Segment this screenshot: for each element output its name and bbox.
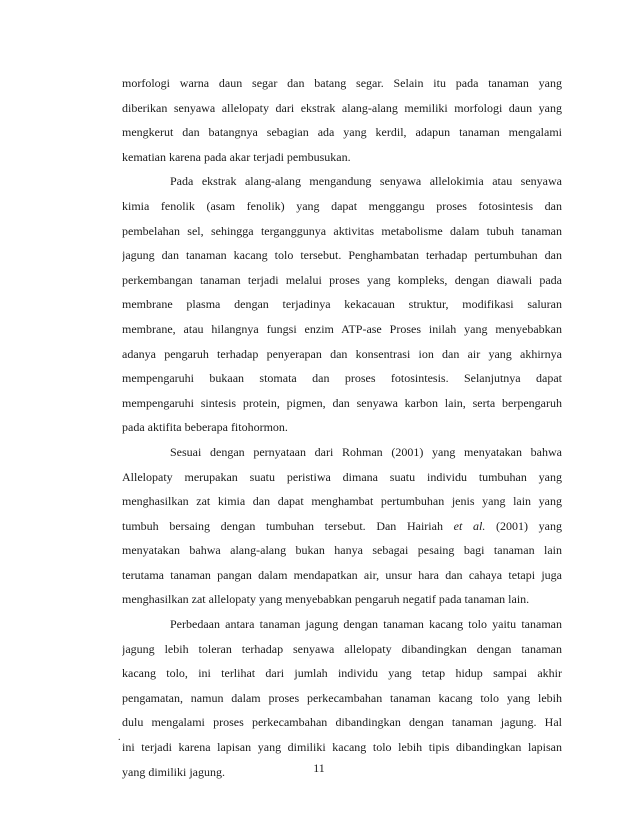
text-line: morfologi warna daun segar dan batang segar. Selain itu pada tanaman yang <box>122 76 562 90</box>
text-line-with-italic: tumbuh bersaing dengan tumbuhan tersebut. Dan Hairiah et al. (2001) yang <box>122 518 562 533</box>
text-line: adanya pengaruh terhadap penyerapan dan konsentrasi ion dan air yang akhirnya <box>122 346 562 361</box>
text-line: dulu mengalami proses perkecambahan dibandingkan dengan tanaman jagung. Hal <box>122 715 562 730</box>
body-text <box>122 71 562 784</box>
text-line: diberikan senyawa allelopaty dari ekstrak alang-alang memiliki morfologi daun yang <box>122 100 562 115</box>
text-line: Allelopaty merupakan suatu peristiwa dimana suatu individu tumbuhan yang <box>122 469 562 484</box>
text-line: jagung lebih toleran terhadap senyawa allelopaty dibandingkan dengan tanaman <box>122 641 562 656</box>
text-line: kimia fenolik (asam fenolik) yang dapat menggangu proses fotosintesis dan <box>122 198 562 213</box>
text-line: ini terjadi karena lapisan yang dimiliki kacang tolo lebih tipis dibandingkan lapisan <box>122 740 562 755</box>
text-line: menghasilkan zat kimia dan dapat menghambat pertumbuhan jenis yang lain yang <box>122 494 562 509</box>
text-line: pada aktifita beberapa fitohormon. <box>122 420 288 435</box>
text-line: pembelahan sel, sehingga terganggunya aktivitas metabolisme dalam tubuh tanaman <box>122 223 562 238</box>
text-line: pengamatan, namun dalam proses perkecambahan tanaman kacang tolo yang lebih <box>122 690 562 705</box>
text-line: Sesuai dengan pernyataan dari Rohman (2001) yang menyatakan bahwa <box>170 444 562 459</box>
text-line: mengkerut dan batangnya sebagian ada yang kerdil, adapun tanaman mengalami <box>122 125 562 140</box>
text-line: kacang tolo, ini terlihat dari jumlah individu yang tetap hidup sampai akhir <box>122 666 562 681</box>
page-number: 11 <box>313 761 325 775</box>
text-line: yang dimiliki jagung. <box>122 764 225 779</box>
text-line: mempengaruhi sintesis protein, pigmen, dan senyawa karbon lain, serta berpengaruh <box>122 395 562 410</box>
margin-mark: . <box>118 732 121 743</box>
text-line: Pada ekstrak alang-alang mengandung senyawa allelokimia atau senyawa <box>170 174 562 189</box>
text-line: membrane, atau hilangnya fungsi enzim ATP-ase Proses inilah yang menyebabkan <box>122 321 562 336</box>
text-line: menyatakan bahwa alang-alang bukan hanya sebagai pesaing bagi tanaman lain <box>122 543 562 558</box>
text-line: menghasilkan zat allelopaty yang menyebabkan pengaruh negatif pada tanaman lain. <box>122 592 530 607</box>
text-line: perkembangan tanaman terjadi melalui proses yang kompleks, dengan diawali pada <box>122 272 562 287</box>
text-line: mempengaruhi bukaan stomata dan proses fotosintesis. Selanjutnya dapat <box>122 371 562 386</box>
text-line: kematian karena pada akar terjadi pembusukan. <box>122 149 351 164</box>
text-line: Perbedaan antara tanaman jagung dengan tanaman kacang tolo yaitu tanaman <box>170 617 562 632</box>
text-line: terutama tanaman pangan dalam mendapatkan air, unsur hara dan cahaya tetapi juga <box>122 567 562 582</box>
text-line: membrane plasma dengan terjadinya kekacauan struktur, modifikasi saluran <box>122 297 562 312</box>
italic-et-al: et al. <box>453 518 486 533</box>
text-line: jagung dan tanaman kacang tolo tersebut. Penghambatan terhadap pertumbuhan dan <box>122 248 562 263</box>
